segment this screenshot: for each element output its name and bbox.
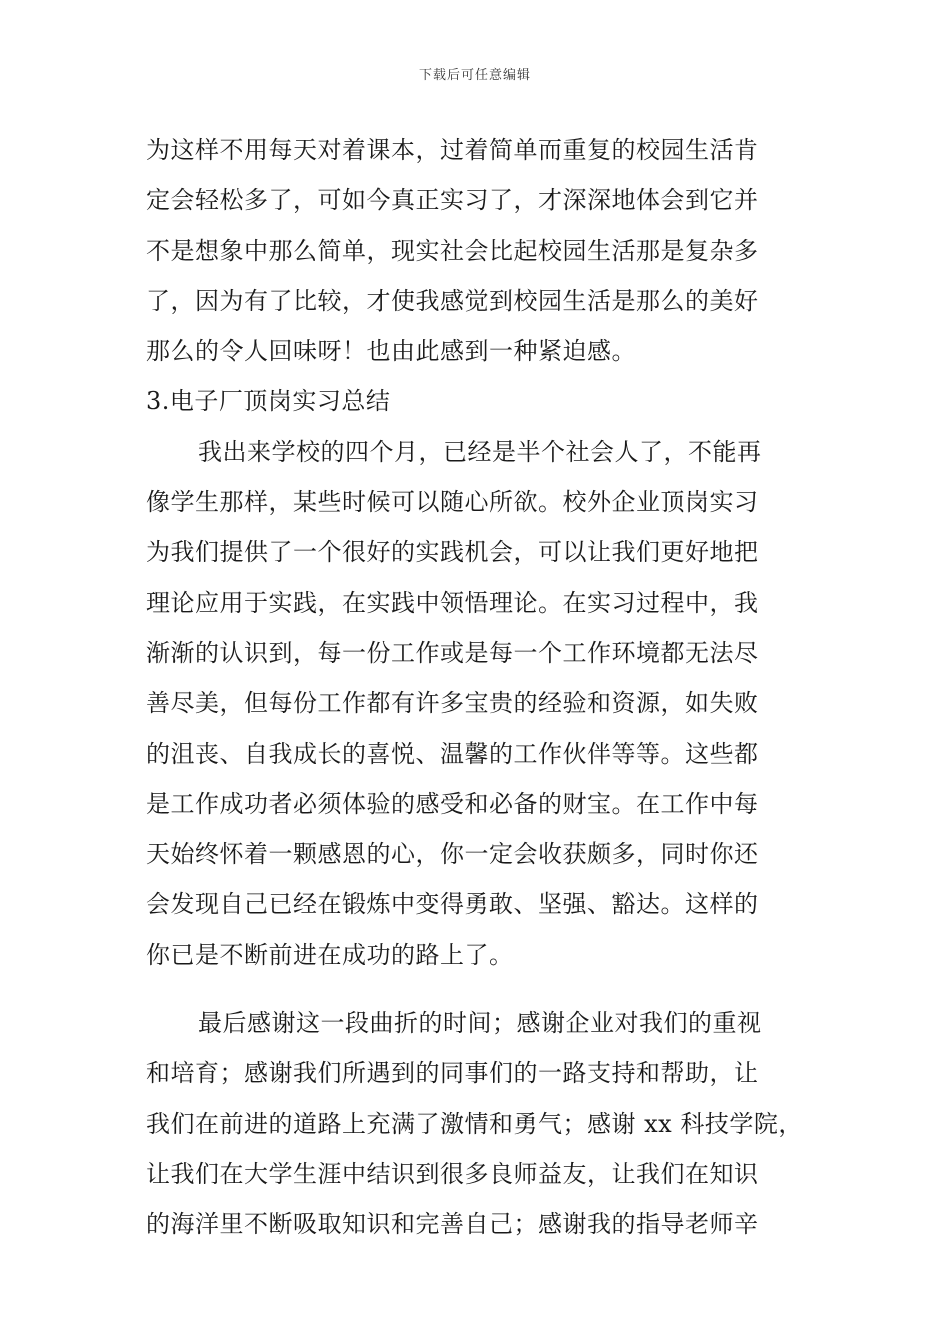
document-body (146, 125, 818, 1250)
text-line: 定会轻松多了，可如今真正实习了，才深深地体会到它并 (146, 186, 759, 215)
text-line: 善尽美，但每份工作都有许多宝贵的经验和资源，如失败 (146, 689, 759, 718)
text-line: 为我们提供了一个很好的实践机会，可以让我们更好地把 (146, 538, 759, 567)
text-line: 你已是不断前进在成功的路上了。 (146, 940, 514, 969)
paragraph-first-line: 最后感谢这一段曲折的时间；感谢企业对我们的重视 (198, 1009, 762, 1038)
text-line: 是工作成功者必须体验的感受和必备的财宝。在工作中每 (146, 789, 759, 818)
text-line: 那么的令人回味呀！也由此感到一种紧迫感。 (146, 337, 636, 366)
text-line: 会发现自己已经在锻炼中变得勇敢、坚强、豁达。这样的 (146, 890, 759, 919)
text-line: 渐渐的认识到，每一份工作或是每一个工作环境都无法尽 (146, 638, 759, 667)
page-header: 下载后可任意编辑 (418, 68, 531, 83)
section-heading: 3.电子厂顶岗实习总结 (146, 387, 391, 416)
text-line: 和培育；感谢我们所遇到的同事们的一路支持和帮助，让 (146, 1059, 759, 1088)
text-line: 让我们在大学生涯中结识到很多良师益友，让我们在知识 (146, 1159, 759, 1188)
text-line: 的沮丧、自我成长的喜悦、温馨的工作伙伴等等。这些都 (146, 739, 759, 768)
text-line: 天始终怀着一颗感恩的心，你一定会收获颇多，同时你还 (146, 840, 759, 869)
paragraph-first-line: 我出来学校的四个月，已经是半个社会人了，不能再 (198, 437, 762, 466)
text-line: 不是想象中那么简单，现实社会比起校园生活那是复杂多 (146, 236, 759, 265)
text-line: 了，因为有了比较，才使我感觉到校园生活是那么的美好 (146, 286, 759, 315)
text-line: 的海洋里不断吸取知识和完善自己；感谢我的指导老师辛 (146, 1210, 759, 1239)
text-line: 理论应用于实践，在实践中领悟理论。在实习过程中，我 (146, 588, 759, 617)
text-line: 我们在前进的道路上充满了激情和勇气；感谢 xx 科技学院， (146, 1109, 803, 1138)
text-line: 为这样不用每天对着课本，过着简单而重复的校园生活肯 (146, 136, 759, 164)
text-line: 像学生那样，某些时候可以随心所欲。校外企业顶岗实习 (146, 488, 759, 517)
